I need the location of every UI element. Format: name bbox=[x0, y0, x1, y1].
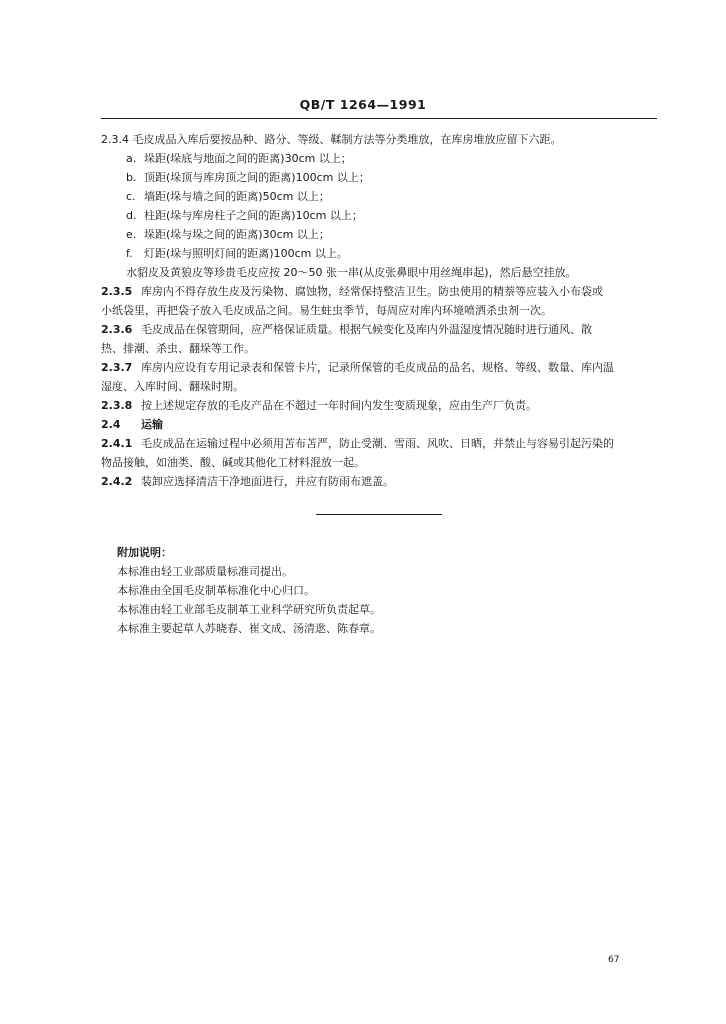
list-item bbox=[101, 187, 661, 206]
clause-text: 毛皮成品在运输过程中必须用苫布苫严，防止受潮、雪雨、风吹、日晒，并禁止与容易引起污染的 bbox=[141, 437, 614, 450]
clause-2-3-7 bbox=[101, 358, 661, 377]
list-letter: f. bbox=[126, 247, 133, 260]
clause-number: 2.3.8 bbox=[101, 399, 133, 412]
notes-title: 附加说明： bbox=[117, 546, 172, 559]
clause-text: 按上述规定存放的毛皮产品在不超过一年时间内发生变质现象，应由生产厂负责。 bbox=[141, 399, 537, 412]
list-letter: e. bbox=[126, 228, 137, 241]
end-divider bbox=[316, 514, 442, 515]
document-body bbox=[101, 130, 661, 491]
note-line: 本标准由轻工业部毛皮制革工业科学研究所负责起草。 bbox=[117, 603, 381, 616]
clause-note: 水貂皮及黄狼皮等珍贵毛皮应按 20～50 张一串(从皮张鼻眼中用丝绳串起)，然后悬空挂放。 bbox=[126, 266, 577, 279]
header-rule bbox=[101, 118, 657, 119]
note-line: 本标准主要起草人苏晓春、崔文成、汤清逖、陈春章。 bbox=[117, 622, 381, 635]
list-text: 垛距(垛与垛之间的距离)30cm 以上； bbox=[144, 228, 330, 241]
clause-number: 2.3.7 bbox=[101, 361, 133, 374]
additional-notes bbox=[117, 543, 381, 638]
note-line: 本标准由轻工业部质量标准司提出。 bbox=[117, 565, 293, 578]
clause-2-4-2 bbox=[101, 472, 661, 491]
list-letter: b. bbox=[126, 171, 137, 184]
list-item bbox=[101, 168, 661, 187]
clause-2-3-4: 2.3.4 毛皮成品入库后要按品种、路分、等级、鞣制方法等分类堆放，在库房堆放应留下六距。 bbox=[101, 133, 562, 146]
standard-code: QB/T 1264—1991 bbox=[299, 97, 427, 112]
list-item bbox=[101, 206, 661, 225]
list-text: 柱距(垛与库房柱子之间的距离)10cm 以上； bbox=[144, 209, 363, 222]
list-letter: d. bbox=[126, 209, 137, 222]
list-text: 垛距(垛底与地面之间的距离)30cm 以上； bbox=[144, 152, 352, 165]
section-2-4-heading bbox=[101, 415, 661, 434]
clause-number: 2.4.1 bbox=[101, 437, 133, 450]
note-line: 本标准由全国毛皮制革标准化中心归口。 bbox=[117, 584, 315, 597]
clause-text: 毛皮成品在保管期间，应严格保证质量。根据气候变化及库内外温湿度情况随时进行通风、散 bbox=[141, 323, 592, 336]
clause-text: 库房内不得存放生皮及污染物、腐蚀物，经常保持整洁卫生。防虫使用的精萘等应装入小布袋或 bbox=[141, 285, 603, 298]
clause-continuation: 物品接触，如油类、酸、碱或其他化工材料混放一起。 bbox=[101, 456, 365, 469]
clause-text: 库房内应设有专用记录表和保管卡片，记录所保管的毛皮成品的品名、规格、等级、数量、库内温 bbox=[141, 361, 614, 374]
list-text: 墙距(垛与墙之间的距离)50cm 以上； bbox=[144, 190, 330, 203]
list-item bbox=[101, 225, 661, 244]
clause-number: 2.3.6 bbox=[101, 323, 133, 336]
list-text: 灯距(垛与照明灯间的距离)100cm 以上。 bbox=[144, 247, 348, 260]
page-number: 67 bbox=[608, 955, 620, 965]
clause-text: 装卸应选择清洁干净地面进行，并应有防雨布遮盖。 bbox=[141, 475, 394, 488]
list-letter: a. bbox=[126, 152, 137, 165]
clause-2-3-5 bbox=[101, 282, 661, 301]
clause-number: 2.3.5 bbox=[101, 285, 133, 298]
section-number: 2.4 bbox=[101, 418, 121, 431]
list-text: 顶距(垛顶与库房顶之间的距离)100cm 以上； bbox=[144, 171, 370, 184]
clause-2-3-8 bbox=[101, 396, 661, 415]
clause-2-3-6 bbox=[101, 320, 661, 339]
list-item bbox=[101, 244, 661, 263]
clause-2-4-1 bbox=[101, 434, 661, 453]
clause-continuation: 小纸袋里，再把袋子放入毛皮成品之间。易生蛀虫季节，每周应对库内环境喷洒杀虫剂一次。 bbox=[101, 304, 552, 317]
clause-number: 2.4.2 bbox=[101, 475, 133, 488]
clause-continuation: 热、排潮、杀虫、翻垛等工作。 bbox=[101, 342, 255, 355]
list-item bbox=[101, 149, 661, 168]
list-letter: c. bbox=[126, 190, 136, 203]
section-title: 运输 bbox=[141, 418, 163, 431]
clause-continuation: 湿度、入库时间、翻垛时期。 bbox=[101, 380, 244, 393]
